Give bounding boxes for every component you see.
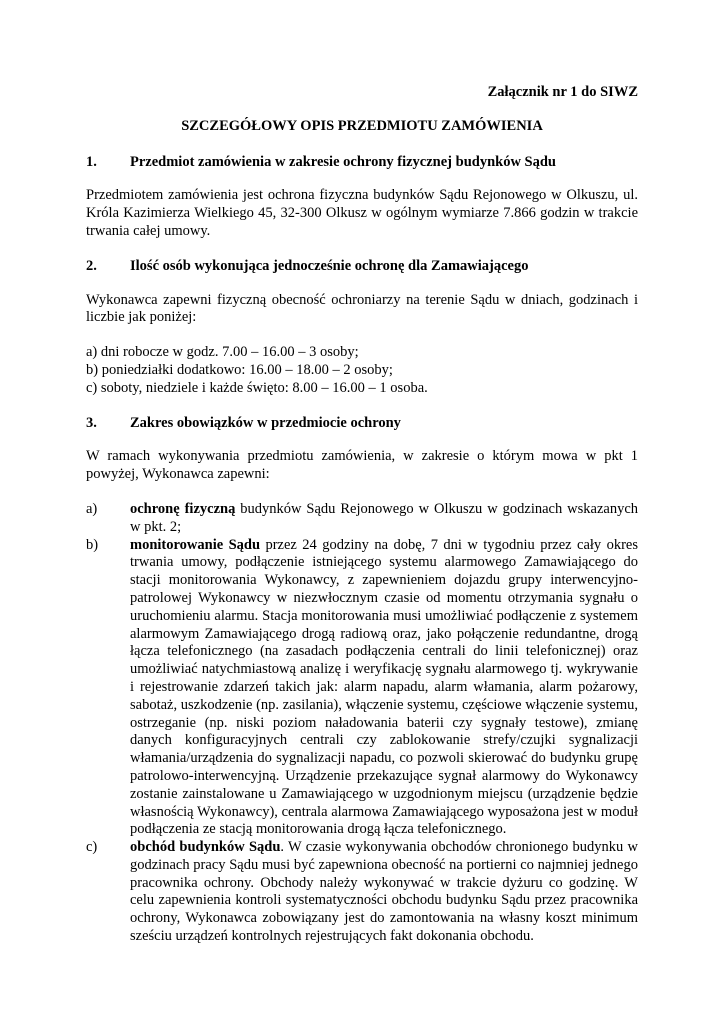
section-3-title: Zakres obowiązków w przedmiocie ochrony <box>130 414 401 431</box>
duty-item-a-body <box>130 501 638 537</box>
schedule-list <box>86 344 638 397</box>
duty-item-a-text: budynków Sądu Rejonowego w Olkuszu w godzinach wskazanych w pkt. 2; <box>130 500 639 535</box>
section-2-heading <box>86 258 638 276</box>
section-3-text: W ramach wykonywania przedmiotu zamówienia, w zakresie o którym mowa w pkt 1 powyżej, Wykonawca zapewni: <box>86 448 638 483</box>
duty-item-c <box>86 839 638 946</box>
duty-item-c-body <box>130 839 638 946</box>
schedule-item-a: a) dni robocze w godz. 7.00 – 16.00 – 3 osoby; <box>86 344 359 361</box>
section-2-title: Ilość osób wykonująca jednocześnie ochronę dla Zamawiającego <box>130 257 529 274</box>
duty-item-c-marker: c) <box>86 839 98 856</box>
duty-item-b-lead: monitorowanie Sądu <box>130 536 261 553</box>
annex-label: Załącznik nr 1 do SIWZ <box>487 84 638 100</box>
duty-item-a-marker: a) <box>86 500 98 517</box>
section-1-number: 1. <box>86 153 97 170</box>
duties-list <box>86 501 638 946</box>
section-2-number: 2. <box>86 257 97 274</box>
schedule-item-b: b) poniedziałki dodatkowo: 16.00 – 18.00 – 2 osoby; <box>86 361 393 378</box>
duty-item-a <box>86 501 638 537</box>
section-1-heading <box>86 154 638 172</box>
duty-item-c-text: . W czasie wykonywania obchodów chronionego budynku w godzinach pracy Sądu musi być zapewniona obecność na portierni co najmniej jednego pracownika ochrony. Obchody należy wykonywać w trakcie dyżuru co godzinę. W celu zapewnienia kontroli systematyczności obchodu budynku Sądu przez pracownika ochrony, Wykonawca zobowiązany jest do zamontowania na własny koszt minimum sześciu urządzeń kontrolnych rejestrujących fakt dokonania obchodu. <box>130 839 638 945</box>
section-1-title: Przedmiot zamówienia w zakresie ochrony fizycznej budynków Sądu <box>130 153 556 170</box>
duty-item-b-marker: b) <box>86 536 99 553</box>
duty-item-b <box>86 537 638 840</box>
schedule-item-c: c) soboty, niedziele i każde święto: 8.00 – 16.00 – 1 osoba. <box>86 379 428 396</box>
duty-item-a-lead: ochronę fizyczną <box>130 500 236 517</box>
duty-item-b-text: przez 24 godziny na dobę, 7 dni w tygodniu przez cały okres trwania umowy, podłączenie istniejącego systemu alarmowego Zamawiającego do stacji monitorowania Wykonawcy, z zapewnieniem dojazdu grupy interwencyjno-patrolowej Wykonawcy w niezwłocznym czasie od momentu otrzymania sygnału o uruchomieniu alarmu. Stacja monitorowania musi umożliwiać podłączenie z systemem alarmowym Zamawiającego drogą radiową oraz, jako połączenie redundantne, drogą łącza telefonicznego (na zasadach podłączenia centrali do linii telefonicznej) oraz umożliwiać natychmiastową analizę i weryfikację sygnału alarmowego tj. wykrywanie i rejestrowanie zdarzeń takich jak: alarm napadu, alarm włamania, alarm pożarowy, sabotaż, uszkodzenie (np. zasilania), włączenie systemu, częściowe włączenie systemu, ostrzeganie (np. niski poziom naładowania baterii czy sygnały testowe), zmianę danych konfiguracyjnych centrali czy zablokowanie strefy/czujki sygnalizacji włamania/urządzenia do sygnalizacji napadu, co pozwoli skierować do budynku grupę patrolowo-interwencyjną. Urządzenie przekazujące sygnał alarmowy do Wykonawcy zostanie zainstalowane u Zamawiającego w uzgodnionym miejscu (urządzenie będzie własnością Wykonawcy), centrala alarmowa Zamawiającego wyposażona jest w moduł podłączenia ze stacją monitorowania drogą łącza telefonicznego. <box>130 536 638 838</box>
section-1-text: Przedmiotem zamówienia jest ochrona fizyczna budynków Sądu Rejonowego w Olkuszu, ul. Króla Kazimierza Wielkiego 45, 32-300 Olkusz w ogólnym wymiarze 7.866 godzin w trakcie trwania całej umowy. <box>86 187 638 239</box>
section-3-number: 3. <box>86 414 97 431</box>
section-2-text: Wykonawca zapewni fizyczną obecność ochroniarzy na terenie Sądu w dniach, godzinach i liczbie jak poniżej: <box>86 291 638 326</box>
document-title: SZCZEGÓŁOWY OPIS PRZEDMIOTU ZAMÓWIENIA <box>181 117 543 134</box>
section-3-heading <box>86 415 638 433</box>
duty-item-b-body <box>130 537 638 840</box>
duty-item-c-lead: obchód budynków Sądu <box>130 839 281 856</box>
